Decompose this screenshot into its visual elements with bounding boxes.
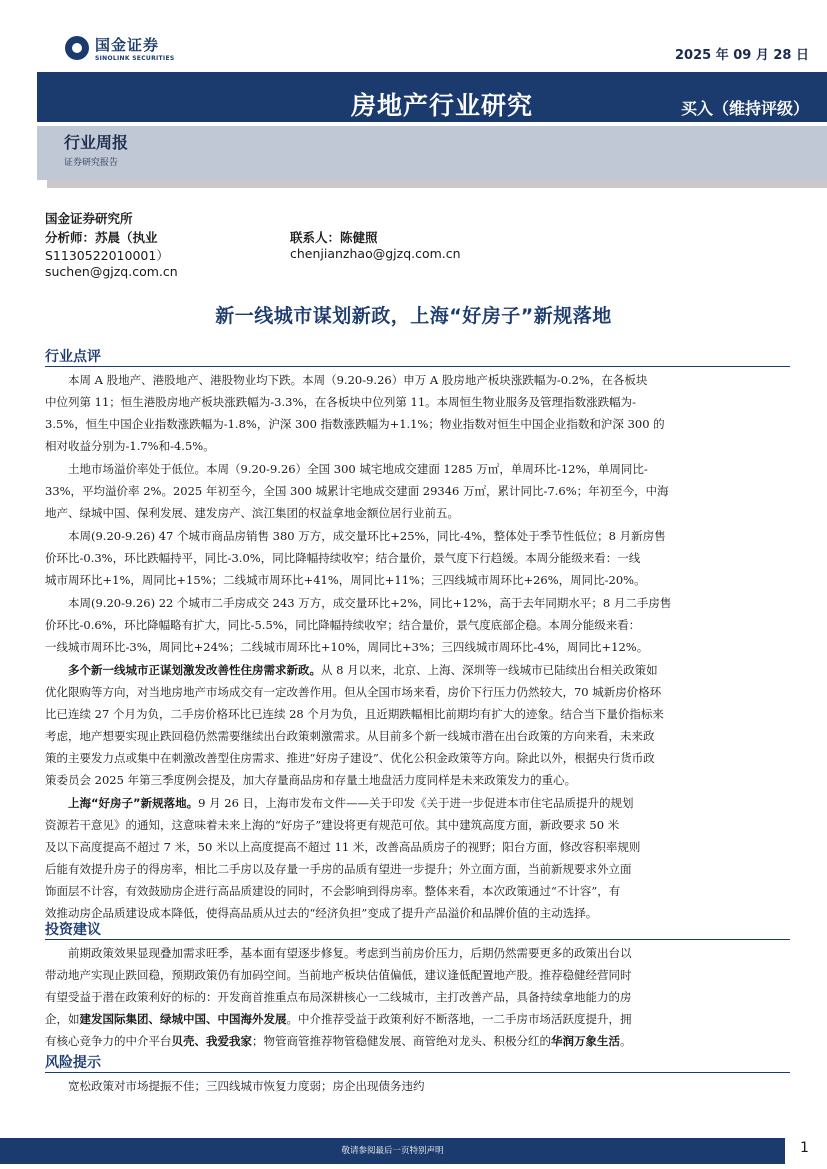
section-title-review: 行业点评 — [45, 349, 101, 365]
paragraph-line: 地产、绿城中国、保利发展、建发房产、滨江集团的权益拿地金额位居行业前五。 — [45, 506, 459, 520]
policy-text: 从 8 月以来，北京、上海、深圳等一线城市已陆续出台相关政策如 — [321, 663, 658, 677]
paragraph-line — [68, 659, 790, 681]
paragraph-line: 及以下高度提高不超过 7 米，50 米以上高度提高不超过 11 米，改善高品质房子的视野；阳台方面，修改容积率规则 — [45, 840, 641, 854]
analyst-name: 分析师：苏晨（执业 — [45, 230, 158, 245]
paragraph-line — [45, 1008, 790, 1030]
risk-text: 宽松政策对市场提振不佳；三四线城市恢复力度弱；房企出现债务违约 — [68, 1079, 425, 1093]
paragraph-line: 考虑，地产想要实现止跌回稳仍然需要继续出台政策刺激需求。从目前多个新一线城市潜在出台政策的方向来看，未来政 — [45, 729, 655, 743]
section-title-risk: 风险提示 — [45, 1055, 101, 1071]
paragraph-line: 优化限购等方向，对当地房地产市场成交有一定改善作用。但从全国市场来看，房价下行压力仍然较大，70 城新房价格环 — [45, 685, 662, 699]
sinolink-logo-icon — [65, 36, 89, 60]
analyst-email[interactable]: suchen@gjzq.com.cn — [45, 264, 178, 279]
paragraph-line: 饰面层不计容，有效鼓励房企进行高品质建设的同时，不会影响到得房率。整体来看，本次政策通过“不计容”，有 — [45, 884, 621, 898]
rating-label: 买入（维持评级） — [680, 99, 809, 118]
paragraph-line: 中位列第 11；恒生港股房地产板块涨跌幅为-3.3%，在各板块中位列第 11。本周恒生物业服务及管理指数涨跌幅为- — [45, 395, 637, 409]
industry-title: 房地产行业研究 — [351, 91, 534, 120]
report-date: 2025 年 09 月 28 日 — [675, 48, 809, 63]
text-span: 。中介推荐受益于政策利好不断落地，一二手房市场活跃度提升，拥 — [286, 1012, 632, 1026]
section-title-advice: 投资建议 — [45, 922, 101, 938]
text-span: 。 — [620, 1034, 632, 1048]
paragraph-line: 策的主要发力点或集中在刺激改善型住房需求、推进“好房子建设”、优化公积金政策等方向。除此以外，根据央行货币政 — [45, 751, 655, 765]
footer-disclaimer[interactable]: 敬请参阅最后一页特别声明 — [341, 1146, 444, 1156]
report-header — [37, 20, 827, 180]
contact-name: 联系人：陈健照 — [290, 230, 378, 245]
paragraph-line: 效推动房企品质建设成本降低，使得高品质从过去的“经济负担”变成了提升产品溢价和品牌价值的主动选择。 — [45, 906, 598, 920]
paragraph-line — [45, 1030, 790, 1052]
institute-name: 国金证券研究所 — [45, 211, 133, 226]
paragraph-line: 城市周环比+1%，周同比+15%；二线城市周环比+41%，周同比+11%；三四线城市周环比+26%，周同比-20%。 — [45, 573, 646, 587]
shanghai-lead: 上海“好房子”新规落地。 — [68, 796, 199, 810]
paragraph-line: 本周 A 股地产、港股地产、港股物业均下跌。本周（9.20-9.26）申万 A 股房地产板块涨跌幅为-0.2%，在各板块 — [68, 373, 648, 387]
text-span: 企，如 — [45, 1012, 80, 1026]
text-span: 有核心竞争力的中介平台 — [45, 1034, 172, 1048]
section-divider — [45, 939, 790, 940]
recommended-developers: 建发国际集团、绿城中国、中国海外发展 — [79, 1012, 287, 1026]
paragraph-line: 本周(9.20-9.26) 47 个城市商品房销售 380 万方，成交量环比+25%，同比-4%，整体处于季节性低位；8 月新房售 — [68, 529, 666, 543]
recommended-brokers: 贝壳、我爱我家 — [171, 1034, 252, 1048]
paragraph-line: 前期政策效果显现叠加需求旺季，基本面有望逐步修复。考虑到当前房价压力，后期仍然需要更多的政策出台以 — [68, 946, 632, 960]
paragraph-line: 土地市场溢价率处于低位。本周（9.20-9.26）全国 300 城宅地成交建面 1285 万㎡，单周环比-12%，单周同比- — [68, 462, 648, 476]
analyst-license: S1130522010001） — [45, 248, 169, 263]
section-divider — [45, 1072, 790, 1073]
paragraph-line: 带动地产实现止跌回稳，预期政策仍有加码空间。当前地产板块估值偏低，建议逢低配置地产股。推荐稳健经营同时 — [45, 968, 632, 982]
paragraph-line: 3.5%，恒生中国企业指数涨跌幅为-1.8%，沪深 300 指数涨跌幅为+1.1%；物业指数对恒生中国企业指数和沪深 300 的 — [45, 417, 665, 431]
report-main-title: 新一线城市谋划新政，上海“好房子”新规落地 — [215, 305, 612, 327]
paragraph-line: 策委员会 2025 年第三季度例会提及，加大存量商品房和存量土地盘活力度同样是未来政策发力的重心。 — [45, 773, 577, 787]
policy-lead: 多个新一线城市正谋划激发改善性住房需求新政。 — [68, 663, 321, 677]
header-top-strip — [37, 20, 827, 72]
paragraph-line: 一线城市周环比-3%，周同比+24%；二线城市周环比+10%，周同比+3%；三四线城市周环比-4%，周同比+12%。 — [45, 640, 649, 654]
section-divider — [45, 366, 790, 367]
paragraph-line: 有望受益于潜在政策利好的标的：开发商首推重点布局深耕核心一二线城市，主打改善产品，具备持续拿地能力的房 — [45, 990, 632, 1004]
contact-email[interactable]: chenjianzhao@gjzq.com.cn — [290, 246, 461, 261]
report-subtype: 证券研究报告 — [64, 158, 119, 168]
report-type: 行业周报 — [64, 133, 129, 152]
paragraph-line — [68, 792, 790, 814]
paragraph-line: 资源若干意见》的通知，这意味着未来上海的“好房子”建设将更有规范可依。其中建筑高度方面，新政要求 50 米 — [45, 818, 620, 832]
paragraph-line: 本周(9.20-9.26) 22 个城市二手房成交 243 万方，成交量环比+2%，同比+12%，高于去年同期水平；8 月二手房售 — [68, 596, 672, 610]
page-number: 1 — [800, 1140, 809, 1156]
text-span: ；物管商管推荐物管稳健发展、商管绝对龙头、积极分红的 — [252, 1034, 551, 1048]
logo-chinese: 国金证券 — [95, 36, 160, 54]
paragraph-line: 比已连续 27 个月为负，二手房价格环比已连续 28 个月为负，且近期跌幅相比前期均有扩大的迹象。结合当下量价指标来 — [45, 707, 664, 721]
paragraph-line: 33%，平均溢价率 2%。2025 年初至今，全国 300 城累计宅地成交建面 29346 万㎡，累计同比-7.6%；年初至今，中海 — [45, 484, 669, 498]
logo-english: SINOLINK SECURITIES — [95, 55, 175, 62]
shanghai-text: 9 月 26 日，上海市发布文件——关于印发《关于进一步促进本市住宅品质提升的规划 — [198, 796, 634, 810]
paragraph-line: 价环比-0.3%，环比跌幅持平，同比-3.0%，同比降幅持续收窄；结合量价，景气度下行趋缓。本周分能级来看：一线 — [45, 551, 641, 565]
paragraph-line: 相对收益分别为-1.7%和-4.5%。 — [45, 439, 215, 453]
paragraph-line: 后能有效提升房子的得房率，相比二手房以及存量一手房的品质有望进一步提升；外立面方面，当前新规要求外立面 — [45, 862, 632, 876]
recommended-property-manager: 华润万象生活 — [551, 1034, 620, 1048]
paragraph-line: 价环比-0.6%，环比降幅略有扩大，同比-5.5%，同比降幅持续收窄；结合量价，景气度底部企稳。本周分能级来看： — [45, 618, 641, 632]
